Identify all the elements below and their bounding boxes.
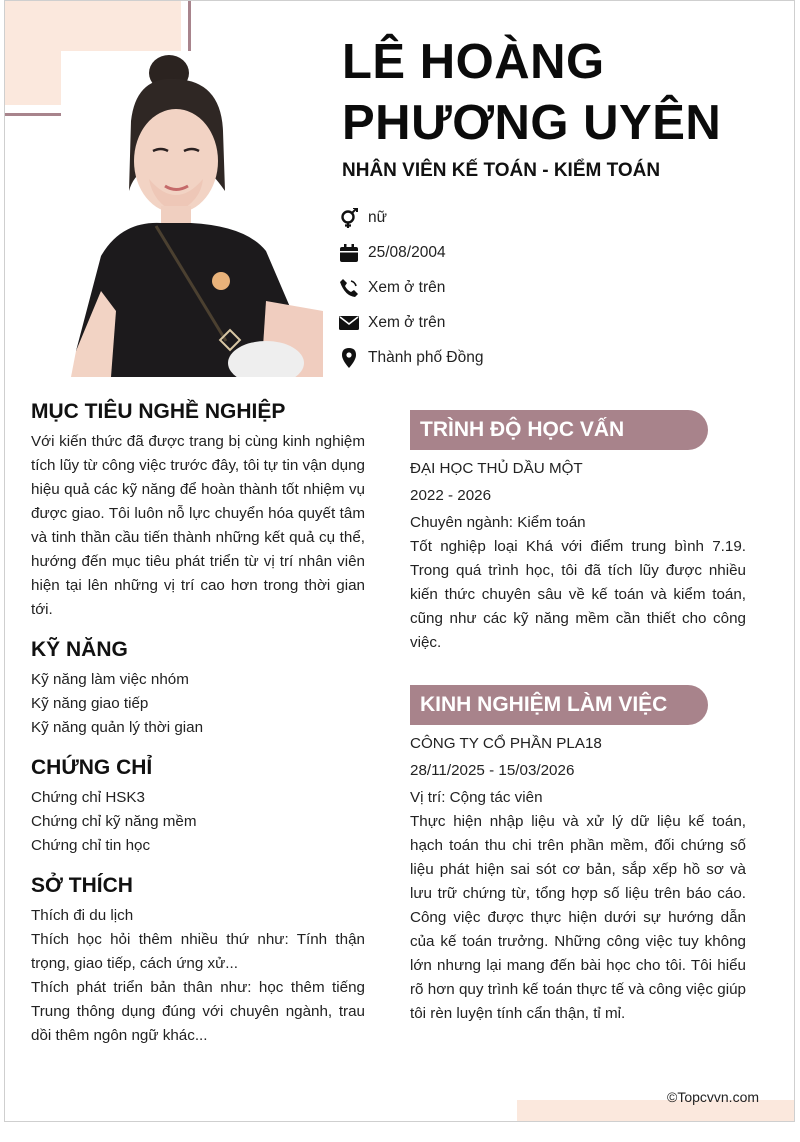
contact-birthday <box>338 235 483 270</box>
section-title-skills: KỸ NĂNG <box>31 638 128 661</box>
right-column <box>410 410 746 1026</box>
section-title-experience: KINH NGHIỆM LÀM VIỆC <box>410 685 708 725</box>
objective-text: Với kiến thức đã được trang bị cùng kinh nghiệm tích lũy từ công việc trước đây, tôi tự tin vận dụng hiệu quả các kỹ năng để hoàn thành tốt nhiệm vụ được giao. Tôi luôn nỗ lực chuyển hóa quyết tâm và tinh thần cầu tiến thành những kết quả cụ thể, hướng đến mục tiêu phát triển từ vị trí nhân viên hiện tại lên những vị trí cao hơn trong thời gian tới. <box>31 433 365 618</box>
location-icon <box>338 347 360 369</box>
address-value: Thành phố Đồng <box>368 348 484 366</box>
candidate-name <box>342 32 782 154</box>
education-description: Tốt nghiệp loại Khá với điểm trung bình 7.19. Trong quá trình học, tôi đã tích lũy được nhiều kiến thức chuyên sâu về kế toán và kiểm toán, cũng như các kỹ năng mềm cần thiết cho công việc. <box>410 538 746 651</box>
email-value: Xem ở trên <box>368 313 446 331</box>
experience-company: CÔNG TY CỔ PHẦN PLA18 <box>410 735 602 752</box>
contact-gender <box>338 200 483 235</box>
experience-description: Thực hiện nhập liệu và xử lý dữ liệu kế toán, hạch toán thu chi trên phần mềm, đối chứng số liệu phát hiện sai sót cơ bản, sắp xếp hồ sơ và lưu trữ chứng từ, tổng hợp số liệu trên báo cáo. Công việc được thực hiện dưới sự hướng dẫn của kế toán trưởng. Những công việc tuy không lớn nhưng lại mang đến bài học cho tôi. Tôi hiểu rõ hơn quy trình kế toán thực tế và công việc giúp tôi rèn luyện tính cẩn thận, tỉ mỉ. <box>410 813 746 1022</box>
profile-photo <box>61 51 324 377</box>
hobby-item: Thích đi du lịch <box>31 907 134 924</box>
birthday-value: 25/08/2004 <box>368 243 446 261</box>
certificate-item: Chứng chỉ HSK3 <box>31 789 146 806</box>
section-title-objective: MỤC TIÊU NGHỀ NGHIỆP <box>31 400 286 423</box>
section-title-certificates: CHỨNG CHỈ <box>31 756 153 779</box>
calendar-icon <box>338 242 360 264</box>
education-school: ĐẠI HỌC THỦ DẦU MỘT <box>410 460 583 477</box>
phone-icon <box>338 277 360 299</box>
decor-frame-line <box>188 1 191 53</box>
job-title: NHÂN VIÊN KẾ TOÁN - KIỂM TOÁN <box>342 160 661 181</box>
education-major: Chuyên ngành: Kiểm toán <box>410 514 586 531</box>
candidate-name-line: LÊ HOÀNG <box>342 35 605 89</box>
gender-icon <box>338 207 360 229</box>
contact-info <box>338 200 483 375</box>
skill-item: Kỹ năng quản lý thời gian <box>31 719 204 736</box>
section-title-hobbies: SỞ THÍCH <box>31 874 133 897</box>
experience-period: 28/11/2025 - 15/03/2026 <box>410 762 575 779</box>
certificate-item: Chứng chỉ tin học <box>31 837 151 854</box>
experience-role: Vị trí: Cộng tác viên <box>410 789 543 806</box>
education-period: 2022 - 2026 <box>410 487 492 504</box>
skill-item: Kỹ năng giao tiếp <box>31 695 149 712</box>
copyright-footer: ©Topcvvn.com <box>667 1089 760 1105</box>
skill-item: Kỹ năng làm việc nhóm <box>31 671 189 688</box>
section-title-education: TRÌNH ĐỘ HỌC VẤN <box>410 410 708 450</box>
candidate-name-line: PHƯƠNG UYÊN <box>342 96 722 150</box>
contact-phone <box>338 270 483 305</box>
contact-address <box>338 340 483 375</box>
phone-value: Xem ở trên <box>368 278 446 296</box>
hobby-item: Thích phát triển bản thân như: học thêm tiếng Trung thông dụng đúng với chuyên ngành, trau dồi thêm ngôn ngữ khác... <box>31 979 365 1044</box>
gender-value: nữ <box>368 208 387 226</box>
hobby-item: Thích học hỏi thêm nhiều thứ như: Tính thận trọng, giao tiếp, cách ứng xử... <box>31 931 365 972</box>
left-column <box>31 400 365 1048</box>
certificate-item: Chứng chỉ kỹ năng mềm <box>31 813 197 830</box>
email-icon <box>338 312 360 334</box>
contact-email <box>338 305 483 340</box>
